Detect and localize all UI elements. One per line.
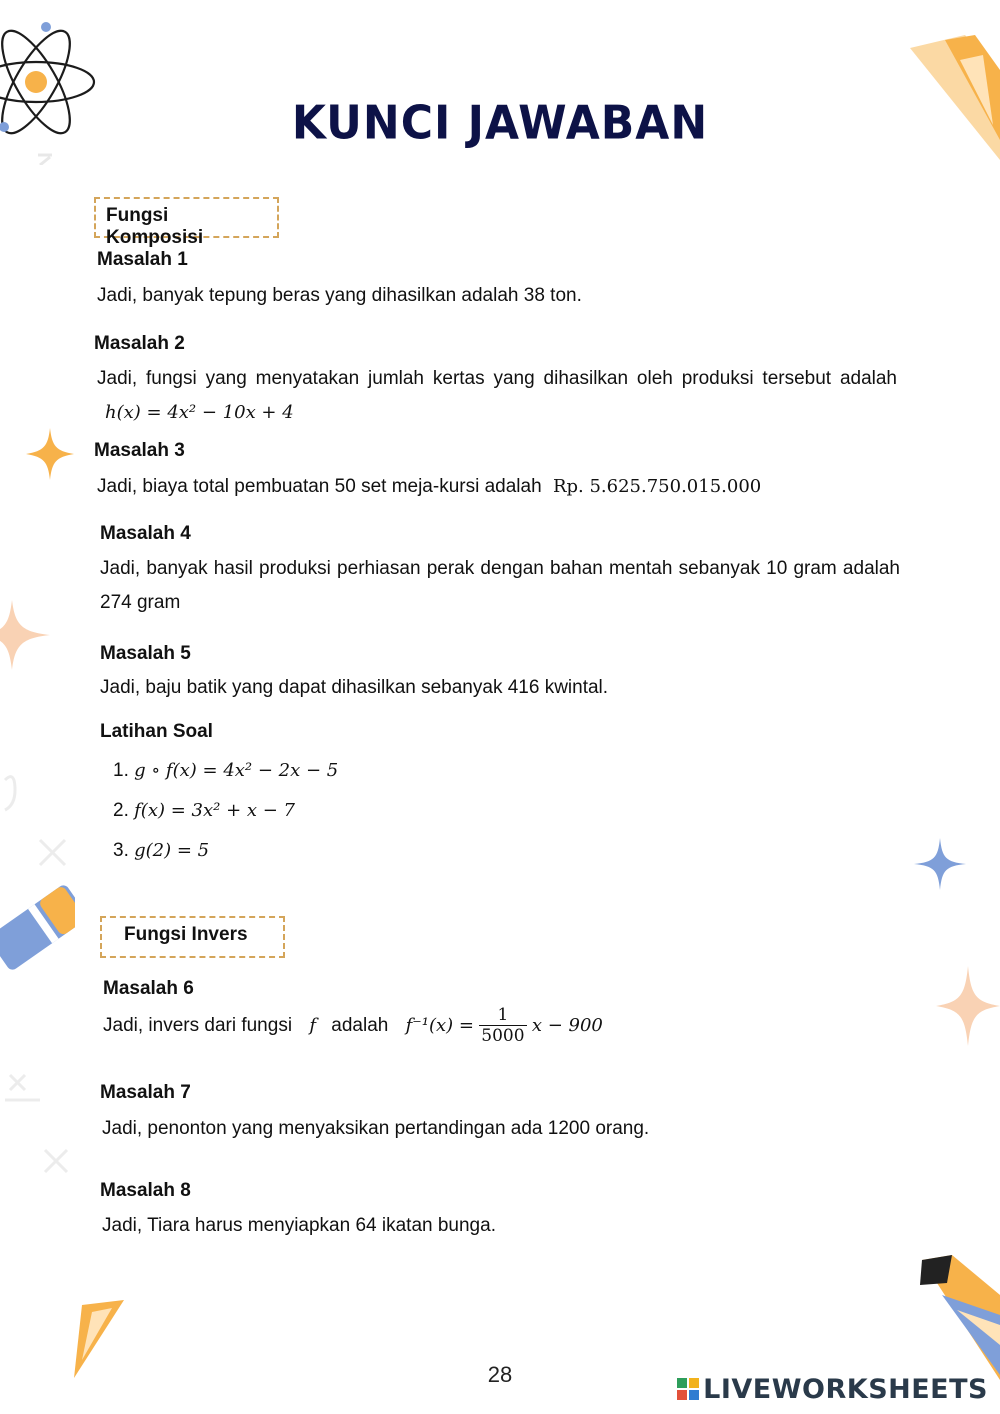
masalah-2-answer bbox=[97, 362, 897, 430]
masalah-6-answer bbox=[103, 1004, 603, 1048]
sparkle-peach-right-icon bbox=[936, 966, 1000, 1046]
faint-math-doodle-icon bbox=[0, 770, 80, 890]
masalah-8-heading: Masalah 8 bbox=[100, 1180, 191, 1201]
latihan-item-2 bbox=[113, 794, 295, 828]
latihan-item-1 bbox=[113, 754, 338, 788]
liveworksheets-logo-icon bbox=[677, 1378, 699, 1400]
faint-formula-doodle-icon bbox=[0, 1065, 80, 1185]
masalah-5-heading: Masalah 5 bbox=[100, 643, 191, 664]
liveworksheets-brand-text: LIVEWORKSHEETS bbox=[703, 1374, 988, 1405]
masalah-6-formula-lhs: f⁻¹(x) = bbox=[405, 1015, 475, 1036]
masalah-3-answer bbox=[97, 470, 761, 504]
sparkle-peach-left-icon bbox=[0, 600, 50, 670]
masalah-2-formula: h(x) = 4x² − 10x + 4 bbox=[105, 402, 294, 423]
sparkle-blue-icon bbox=[914, 838, 966, 890]
masalah-7-heading: Masalah 7 bbox=[100, 1082, 191, 1103]
latihan-item-2-number: 2. bbox=[113, 800, 129, 821]
latihan-item-2-formula: f(x) = 3x² + x − 7 bbox=[134, 800, 295, 821]
masalah-6-fraction bbox=[479, 1005, 526, 1046]
masalah-3-formula: Rp. 5.625.750.015.000 bbox=[552, 476, 762, 497]
masalah-1-answer: Jadi, banyak tepung beras yang dihasilkan adalah 38 ton. bbox=[97, 285, 582, 306]
masalah-3-heading: Masalah 3 bbox=[94, 440, 185, 461]
sparkle-orange-icon bbox=[26, 428, 74, 480]
section-label-fungsi-invers: Fungsi Invers bbox=[100, 916, 285, 958]
liveworksheets-brand[interactable] bbox=[677, 1374, 988, 1405]
latihan-item-3-number: 3. bbox=[113, 840, 129, 861]
page-number: 28 bbox=[487, 1362, 513, 1387]
masalah-6-heading: Masalah 6 bbox=[103, 978, 194, 999]
masalah-6-text-b: adalah bbox=[331, 1015, 389, 1036]
latihan-item-3 bbox=[113, 834, 209, 868]
masalah-6-text-a: Jadi, invers dari fungsi bbox=[103, 1015, 293, 1036]
latihan-item-1-number: 1. bbox=[113, 760, 129, 781]
latihan-item-3-formula: g(2) = 5 bbox=[134, 840, 210, 861]
latihan-soal-heading: Latihan Soal bbox=[100, 721, 213, 742]
masalah-6-fraction-numerator: 1 bbox=[479, 1005, 526, 1026]
masalah-6-fraction-denominator: 5000 bbox=[481, 1026, 525, 1047]
masalah-2-heading: Masalah 2 bbox=[94, 333, 185, 354]
section-label-fungsi-komposisi: Fungsi Komposisi bbox=[94, 197, 279, 238]
masalah-4-answer: Jadi, banyak hasil produksi perhiasan perak dengan bahan mentah sebanyak 10 gram adalah 274 gram bbox=[100, 558, 900, 613]
page-title: KUNCI JAWABAN bbox=[291, 96, 709, 151]
masalah-2-text: Jadi, fungsi yang menyatakan jumlah kertas yang dihasilkan oleh produksi tersebut adalah bbox=[97, 368, 897, 389]
masalah-5-answer: Jadi, baju batik yang dapat dihasilkan sebanyak 416 kwintal. bbox=[100, 677, 609, 698]
masalah-3-text: Jadi, biaya total pembuatan 50 set meja-kursi adalah bbox=[97, 476, 542, 497]
masalah-7-answer: Jadi, penonton yang menyaksikan pertandingan ada 1200 orang. bbox=[102, 1118, 650, 1139]
masalah-6-formula-rhs: x − 900 bbox=[531, 1015, 603, 1036]
masalah-8-answer: Jadi, Tiara harus menyiapkan 64 ikatan bunga. bbox=[102, 1215, 496, 1236]
latihan-item-1-formula: g ∘ f(x) = 4x² − 2x − 5 bbox=[134, 760, 339, 781]
masalah-6-function-name: f bbox=[309, 1015, 316, 1036]
masalah-1-heading: Masalah 1 bbox=[97, 249, 188, 270]
masalah-4-heading: Masalah 4 bbox=[100, 523, 191, 544]
